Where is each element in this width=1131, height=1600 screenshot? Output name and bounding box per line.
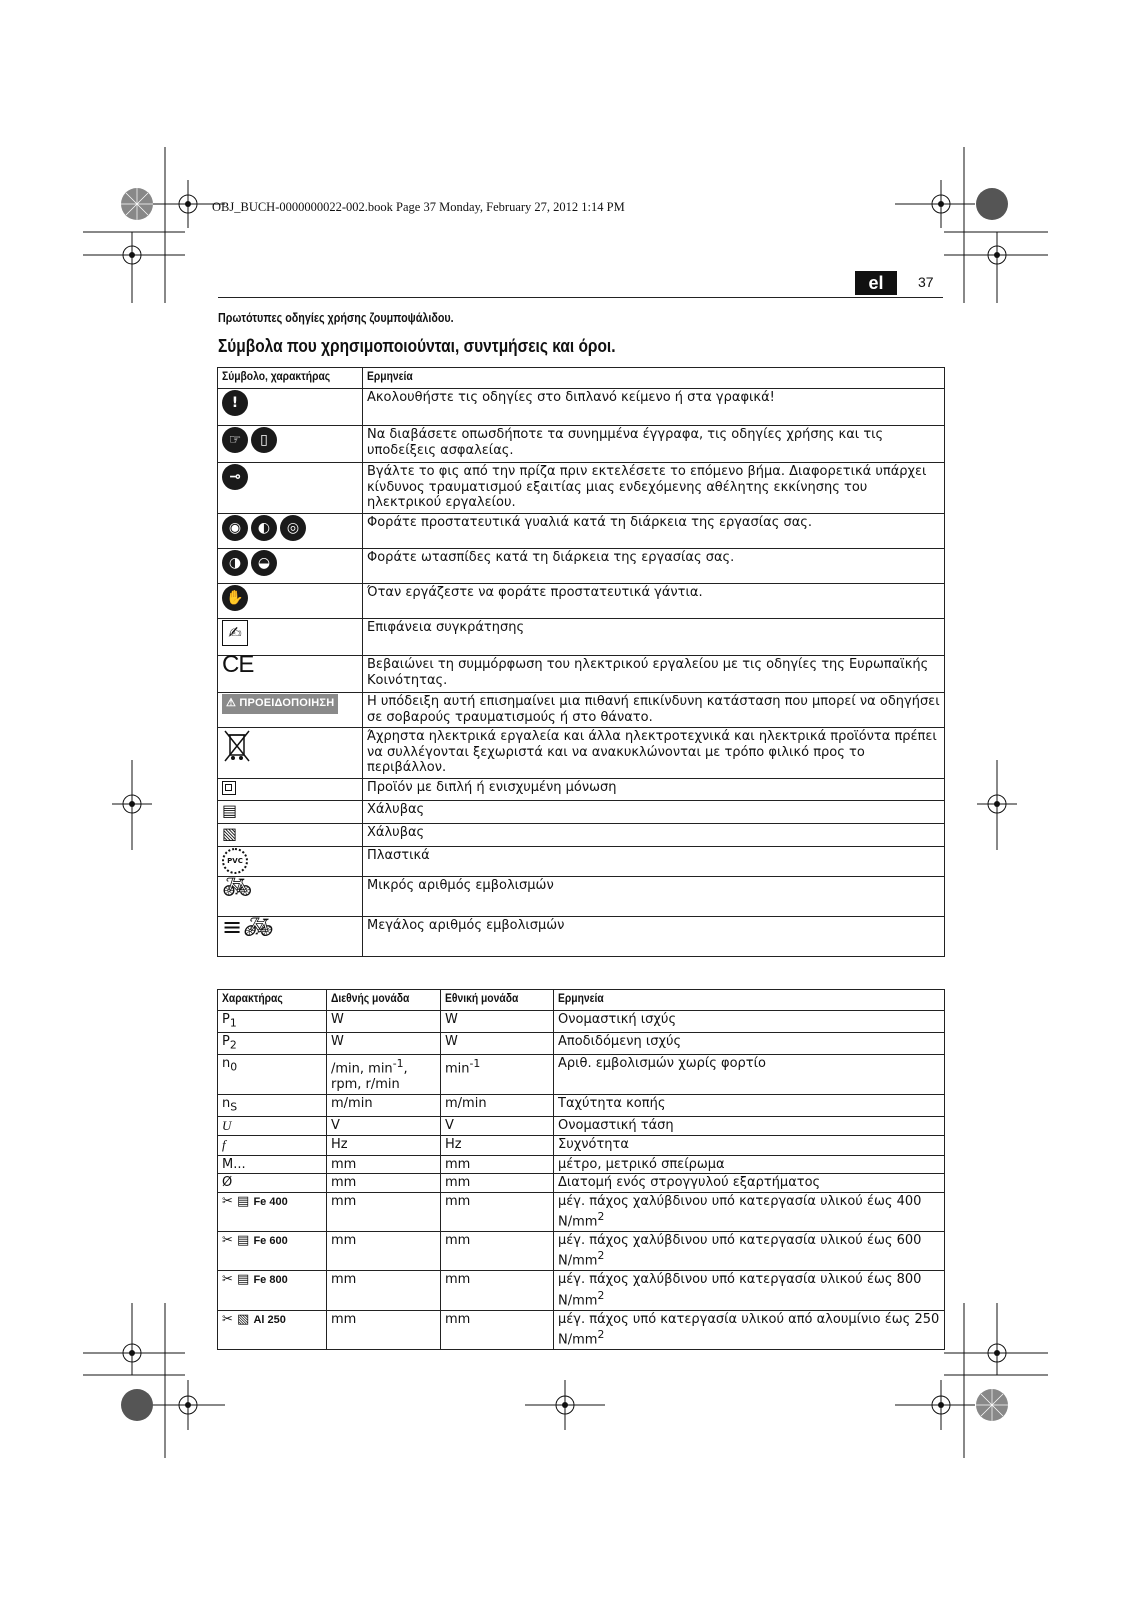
max-thickness-icon: ✂︎ ▤ [222, 1232, 250, 1248]
max-thickness-icon: ✂︎ ▤ [222, 1193, 250, 1209]
meaning-cell: Ακολουθήστε τις οδηγίες στο διπλανό κείμενο ή στα γραφικά! [363, 389, 945, 426]
symbol-text: f [222, 1137, 226, 1153]
intl-unit-cell: mm [327, 1155, 441, 1174]
material-mark: Fe 600 [253, 1234, 288, 1247]
meaning-cell: μέγ. πάχος χαλύβδινου υπό κατεργασία υλικού έως 800 $N/mm^2$ [554, 1271, 945, 1310]
national-unit-cell: Hz [441, 1136, 554, 1156]
symbol-text: P [222, 1034, 230, 1050]
meaning-cell: Ονομαστική ισχύς [554, 1011, 945, 1033]
table-row [218, 779, 945, 801]
national-unit-cell: $\min^{-1}$ [441, 1055, 554, 1094]
header-rule [218, 297, 943, 298]
meaning-cell: Επιφάνεια συγκράτησης [363, 619, 945, 656]
meaning-cell: Χάλυβας [363, 801, 945, 824]
table-row [218, 1116, 945, 1136]
table-row [218, 728, 945, 779]
meaning-cell: Βεβαιώνει τη συμμόρφωση του ηλεκτρικού εργαλείου με τις οδηγίες της Ευρωπαϊκής Κοινότητας. [363, 656, 945, 693]
material-mark: Fe 400 [253, 1195, 288, 1208]
meaning-cell: Προϊόν με διπλή ή ενισχυμένη μόνωση [363, 779, 945, 801]
table-row: $P_1$ W W Ονομαστική ισχύς [218, 1011, 945, 1033]
table-row [218, 514, 945, 549]
double-insulation-icon [222, 781, 236, 795]
table-row [218, 1231, 945, 1270]
national-unit-cell: mm [441, 1174, 554, 1193]
grip-surface-icon: ✍ [222, 620, 248, 646]
symbols-table-header [218, 368, 945, 389]
table-row [218, 1174, 945, 1193]
meaning-cell: Χάλυβας [363, 824, 945, 847]
meaning-cell: μέγ. πάχος υπό κατεργασία υλικού από αλουμίνιο έως 250 $N/mm^2$ [554, 1310, 945, 1349]
table-row [218, 877, 945, 917]
intl-unit-cell: V [327, 1116, 441, 1136]
symbol-text: M... [222, 1156, 246, 1172]
column-header-meaning: Ερμηνεία [554, 990, 945, 1011]
intl-unit-cell: Hz [327, 1136, 441, 1156]
column-header-national-unit: Εθνική μονάδα [441, 990, 554, 1011]
meaning-cell: Ταχύτητα κοπής [554, 1094, 945, 1116]
intl-unit-cell: W [327, 1011, 441, 1033]
intl-unit-cell: /min, $\min^{-1}$, rpm, r/min [327, 1055, 441, 1094]
national-unit-cell: V [441, 1116, 554, 1136]
intl-unit-cell: mm [327, 1310, 441, 1349]
meaning-cell: μέτρο, μετρικό σπείρωμα [554, 1155, 945, 1174]
fast-bike-icon: ≡🚲︎ [222, 913, 273, 941]
units-table-header [218, 990, 945, 1011]
intl-unit-cell: m/min [327, 1094, 441, 1116]
table-row [218, 1271, 945, 1310]
document-subtitle: Πρωτότυπες οδηγίες χρήσης ζουμποψάλιδου. [218, 311, 454, 325]
meaning-cell: Συχνότητα [554, 1136, 945, 1156]
symbol-text: n [222, 1095, 231, 1111]
table-row [218, 847, 945, 877]
table-row [218, 801, 945, 824]
national-unit-cell: mm [441, 1310, 554, 1349]
national-unit-cell: m/min [441, 1094, 554, 1116]
units-table [217, 989, 945, 1350]
meaning-cell: Πλαστικά [363, 847, 945, 877]
goggles-icon: ◎ [280, 515, 306, 541]
meaning-cell: Μικρός αριθμός εμβολισμών [363, 877, 945, 917]
table-row [218, 824, 945, 847]
national-unit-cell: mm [441, 1271, 554, 1310]
table-row [218, 426, 945, 463]
intl-unit-cell: W [327, 1033, 441, 1055]
table-row [218, 693, 945, 728]
meaning-cell: Διατομή ενός στρογγυλού εξαρτήματος [554, 1174, 945, 1193]
language-badge: el [855, 271, 897, 295]
manual-book-icon: ▯ [251, 427, 277, 453]
national-unit-cell: W [441, 1033, 554, 1055]
meaning-cell: Ονομαστική τάση [554, 1116, 945, 1136]
national-unit-cell: mm [441, 1155, 554, 1174]
meaning-cell: Η υπόδειξη αυτή επισημαίνει μια πιθανή επικίνδυνη κατάσταση που μπορεί να οδηγήσει σε σοβαρούς τραυματισμούς ή στο θάνατο. [363, 693, 945, 728]
plastic-pvc-icon: PVC [222, 848, 248, 874]
section-title: Σύμβολα που χρησιμοποιούνται, συντμήσεις και όροι. [218, 336, 616, 356]
earmuffs-icon: ◒ [251, 550, 277, 576]
weee-bin-icon [222, 729, 252, 763]
symbol-text: Ø [222, 1175, 233, 1191]
table-row [218, 584, 945, 619]
column-header-character: Χαρακτήρας [218, 990, 327, 1011]
table-row: $n_0$ /min, $\min^{-1}$, rpm, r/min $\min^{-1}$ Αριθ. εμβολισμών χωρίς φορτίο [218, 1055, 945, 1094]
max-thickness-icon: ✂︎ ▤ [222, 1272, 250, 1288]
national-unit-cell: mm [441, 1192, 554, 1231]
table-row [218, 1155, 945, 1174]
slow-bike-icon: 🚲︎ [222, 873, 253, 901]
ce-mark-icon: CE [222, 651, 254, 678]
table-row [218, 656, 945, 693]
meaning-cell: Αριθ. εμβολισμών χωρίς φορτίο [554, 1055, 945, 1094]
meaning-cell: μέγ. πάχος χαλύβδινου υπό κατεργασία υλικού έως 600 $N/mm^2$ [554, 1231, 945, 1270]
meaning-cell: Φοράτε ωτασπίδες κατά τη διάρκεια της εργασίας σας. [363, 549, 945, 584]
warning-badge: ⚠ ΠΡΟΕΙΔΟΠΟΙΗΣΗ [222, 694, 338, 714]
gloves-icon: ✋ [222, 585, 248, 611]
book-header: OBJ_BUCH-0000000022-002.book Page 37 Monday, February 27, 2012 1:14 PM [212, 200, 625, 214]
table-row [218, 549, 945, 584]
intl-unit-cell: mm [327, 1192, 441, 1231]
safety-goggles-icon: ◉ [222, 515, 248, 541]
material-mark: Fe 800 [253, 1274, 288, 1287]
material-mark: Al 250 [253, 1313, 286, 1326]
warning-triangle-icon: ⚠ [226, 697, 237, 709]
symbol-text: P [222, 1012, 230, 1027]
table-row: $n_S$ m/min m/min Ταχύτητα κοπής [218, 1094, 945, 1116]
national-unit-cell: W [441, 1011, 554, 1033]
meaning-cell: Αποδιδόμενη ισχύς [554, 1033, 945, 1055]
symbols-table [217, 367, 945, 957]
symbol-text: n [222, 1056, 231, 1072]
meaning-cell: Όταν εργάζεστε να φοράτε προστατευτικά γάντια. [363, 584, 945, 619]
table-row [218, 1136, 945, 1156]
ear-protection-icon: ◑ [222, 550, 248, 576]
table-row [218, 1310, 945, 1349]
face-shield-icon: ◐ [251, 515, 277, 541]
table-row [218, 1192, 945, 1231]
intl-unit-cell: mm [327, 1174, 441, 1193]
national-unit-cell: mm [441, 1231, 554, 1270]
table-row [218, 463, 945, 514]
meaning-cell: μέγ. πάχος χαλύβδινου υπό κατεργασία υλικού έως 400 $N/mm^2$ [554, 1192, 945, 1231]
column-header-symbol: Σύμβολο, χαρακτήρας [218, 368, 363, 389]
meaning-cell: Μεγάλος αριθμός εμβολισμών [363, 917, 945, 957]
steel-sheet-icon: ▤ [222, 801, 238, 820]
meaning-cell: Φοράτε προστατευτικά γυαλιά κατά τη διάρκεια της εργασίας σας. [363, 514, 945, 549]
table-row: $P_2$ W W Αποδιδόμενη ισχύς [218, 1033, 945, 1055]
table-row [218, 389, 945, 426]
meaning-cell: Να διαβάσετε οπωσδήποτε τα συνημμένα έγγραφα, τις οδηγίες χρήσης και τις υποδείξεις ασφαλείας. [363, 426, 945, 463]
column-header-meaning: Ερμηνεία [363, 368, 945, 389]
unplug-icon: ⊸ [222, 464, 248, 490]
exclamation-icon: ! [222, 390, 248, 416]
table-row [218, 917, 945, 957]
meaning-cell: Βγάλτε το φις από την πρίζα πριν εκτελέσετε το επόμενο βήμα. Διαφορετικά υπάρχει κίνδυνος τραυματισμού εξαιτίας μιας ενδεχόμενης αθέλητης εκκίνησης του ηλεκτρικού εργαλείου. [363, 463, 945, 514]
column-header-intl-unit: Διεθνής μονάδα [327, 990, 441, 1011]
max-thickness-icon: ✂︎ ▧ [222, 1311, 250, 1327]
intl-unit-cell: mm [327, 1271, 441, 1310]
steel-sheet-alt-icon: ▧ [222, 824, 238, 843]
intl-unit-cell: mm [327, 1231, 441, 1270]
symbol-text: U [222, 1117, 232, 1133]
meaning-cell: Άχρηστα ηλεκτρικά εργαλεία και άλλα ηλεκτροτεχνικά και ηλεκτρικά προϊόντα πρέπει να συλλέγονται ξεχωριστά και να ανακυκλώνονται με τρόπο φιλικό προς το περιβάλλον. [363, 728, 945, 779]
read-manual-icon: ☞ [222, 427, 248, 453]
table-row [218, 619, 945, 656]
page-number: 37 [918, 274, 934, 290]
